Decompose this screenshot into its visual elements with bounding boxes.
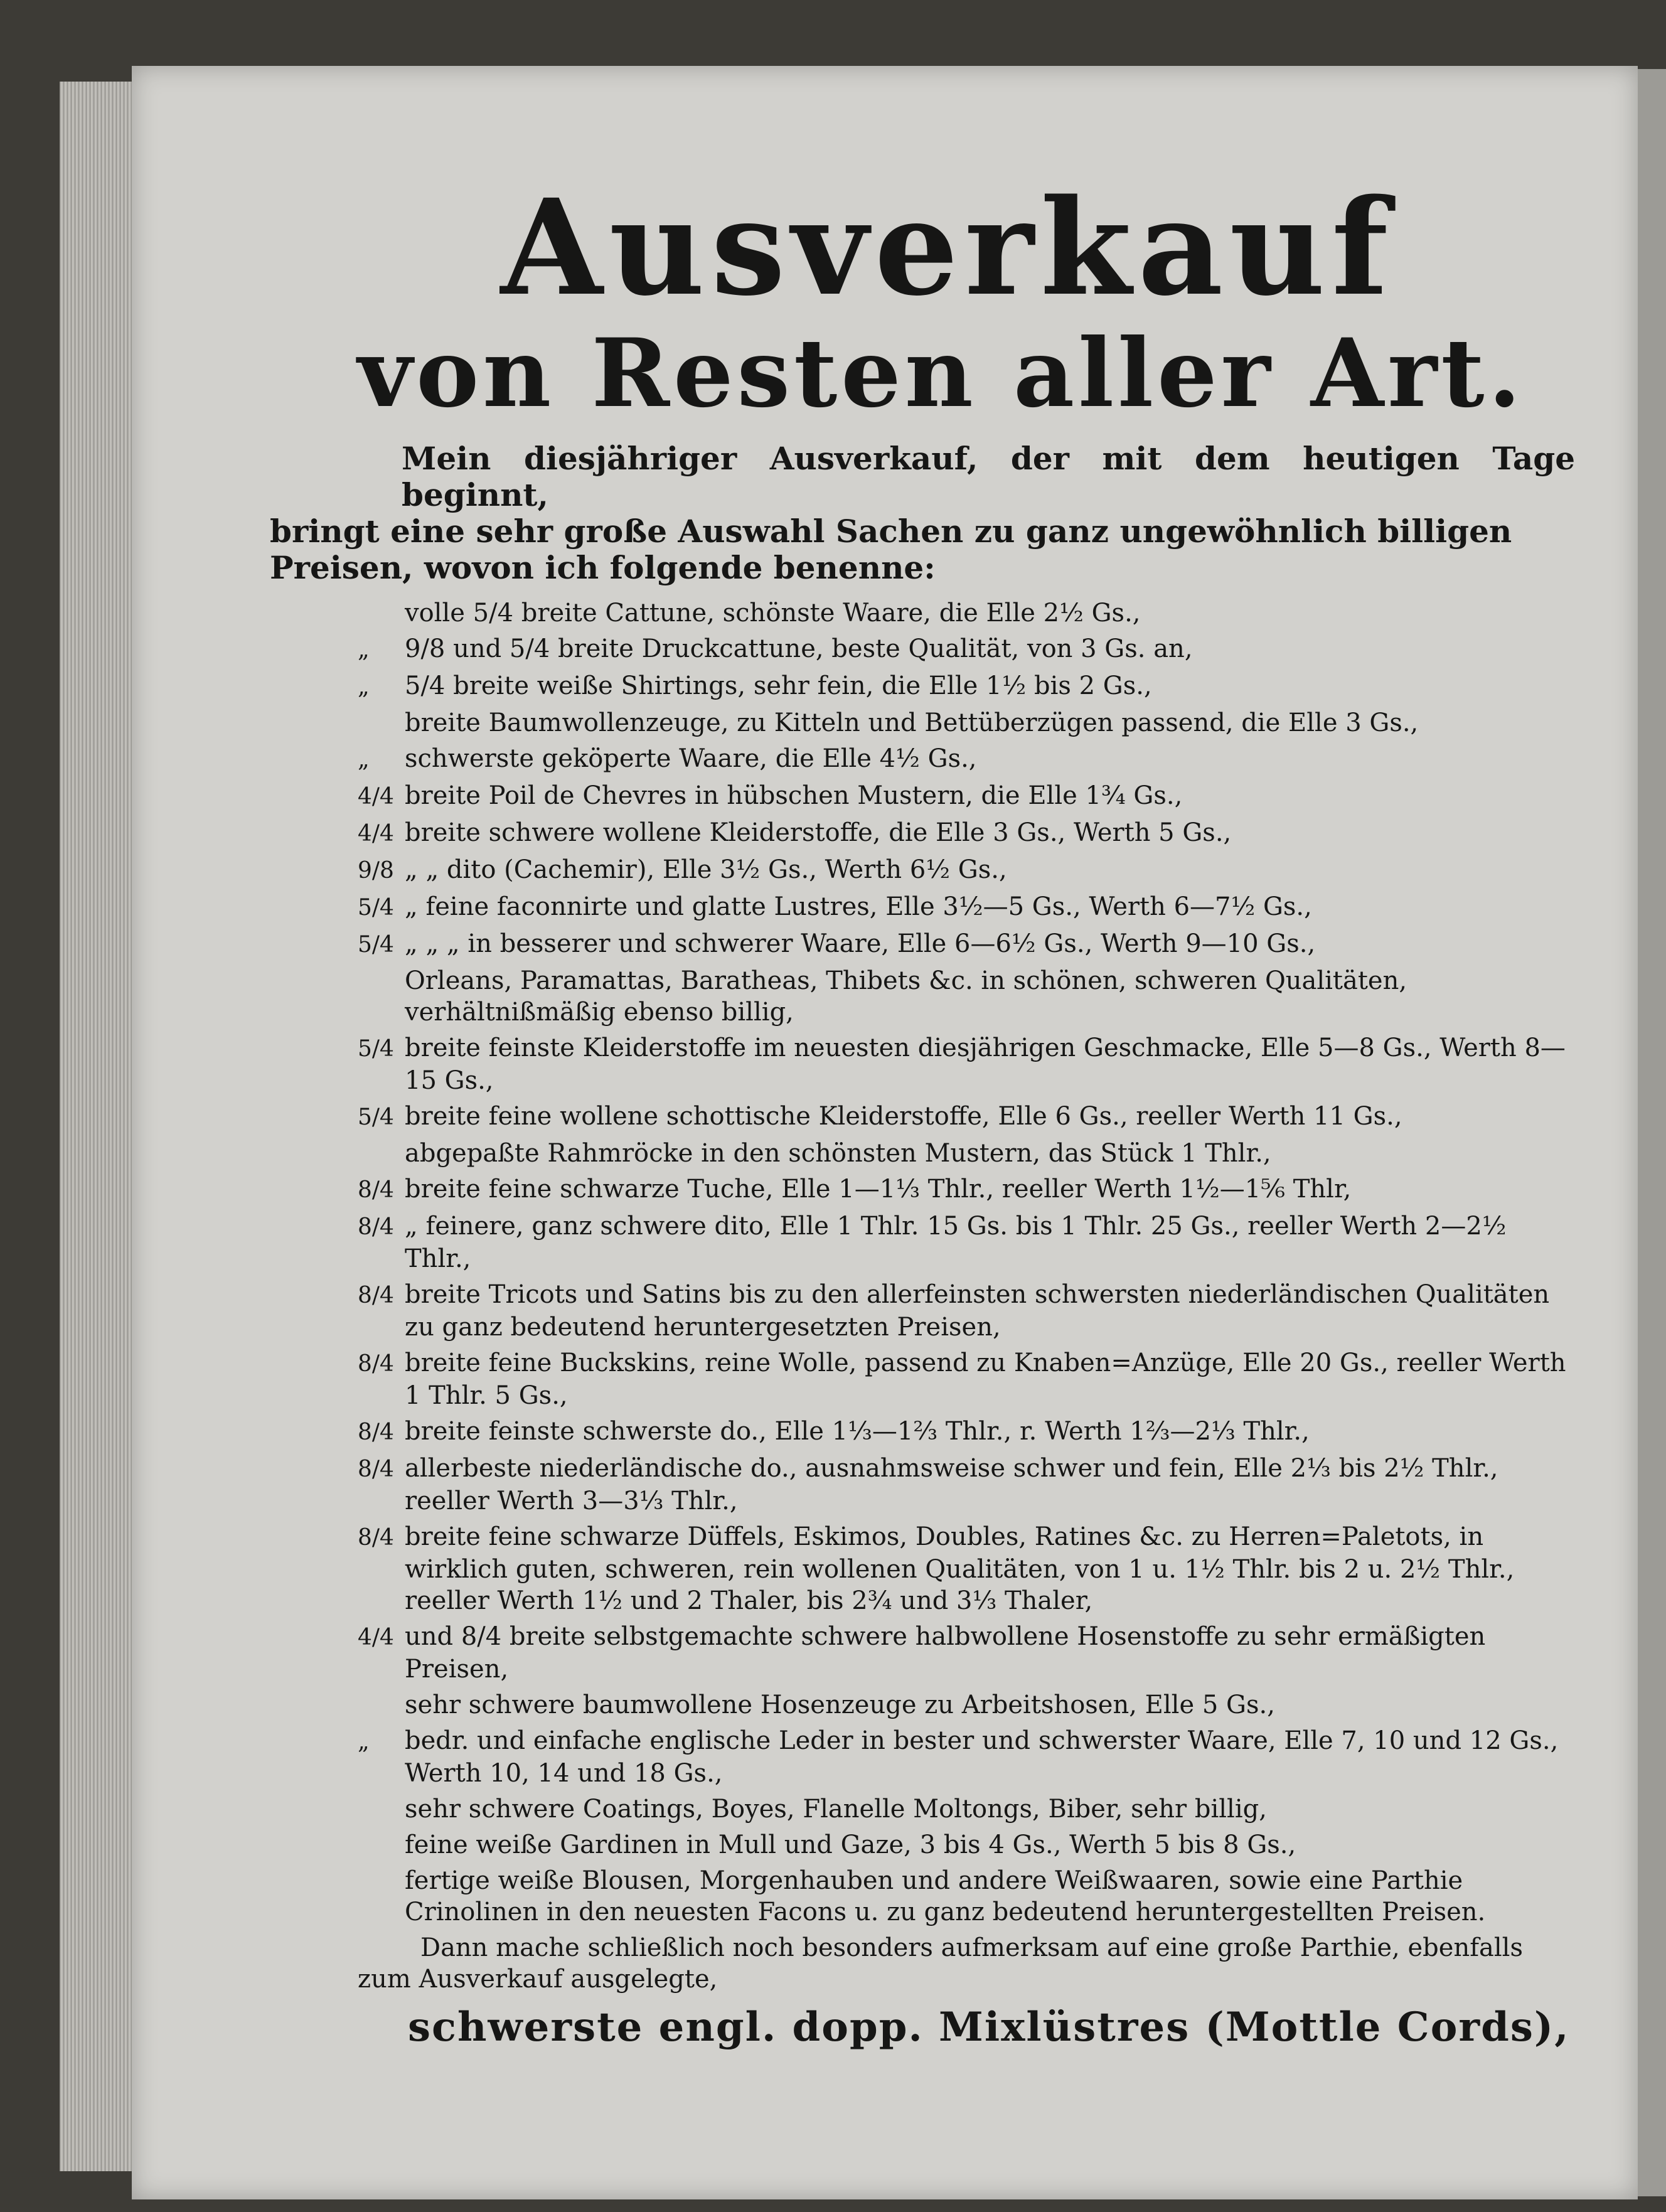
intro-line: Mein diesjähriger Ausverkauf, der mit dem heutigen Tage beginnt,	[402, 440, 1575, 513]
list-item	[270, 1138, 1575, 1169]
list-item	[270, 854, 1575, 887]
list-item	[270, 1173, 1575, 1206]
item-width-prefix: „	[358, 1729, 370, 1755]
item-text: bedr. und einfache englische Leder in bester und schwerster Waare, Elle 7, 10 und 12 Gs., Werth 10, 14 und 18 Gs.,	[405, 1726, 1559, 1788]
item-text: schwerste geköperte Waare, die Elle 4½ Gs.,	[405, 744, 977, 773]
list-item	[270, 928, 1575, 961]
item-width-prefix: 4/4	[358, 784, 394, 809]
item-text: und 8/4 breite selbstgemachte schwere halbwollene Hosenstoffe zu sehr ermäßigten Preisen,	[405, 1622, 1486, 1684]
item-width-prefix: 9/8	[358, 858, 394, 884]
list-item	[270, 1521, 1575, 1616]
list-item	[270, 633, 1575, 666]
item-width-prefix: „	[358, 747, 370, 772]
item-width-prefix: 8/4	[358, 1419, 394, 1445]
item-text: 9/8 und 5/4 breite Druckcattune, beste Qualität, von 3 Gs. an,	[405, 634, 1193, 663]
list-item	[270, 1032, 1575, 1096]
item-text: breite feine schwarze Düffels, Eskimos, Doubles, Ratines &c. zu Herren=Paletots, in wirklich guten, schweren, rein wollenen Qualitäten, von 1 u. 1½ Thlr. bis 2 u. 2½ Thlr., reeller Werth 1½ und 2 Thaler, bis 2¾ und 3⅓ Thaler,	[405, 1522, 1515, 1615]
item-text: breite Baumwollenzeuge, zu Kitteln und Bettüberzügen passend, die Elle 3 Gs.,	[405, 708, 1419, 737]
headline: Ausverkauf	[500, 170, 1395, 325]
item-width-prefix: 5/4	[358, 932, 394, 958]
item-text: „ „ „ in besserer und schwerer Waare, Elle 6—6½ Gs., Werth 9—10 Gs.,	[405, 929, 1316, 958]
list-item	[270, 743, 1575, 776]
item-text: „ „ dito (Cachemir), Elle 3½ Gs., Werth 6½ Gs.,	[405, 855, 1007, 884]
intro-paragraph	[270, 441, 1575, 586]
item-text: breite feine wollene schottische Kleiderstoffe, Elle 6 Gs., reeller Werth 11 Gs.,	[405, 1102, 1402, 1131]
list-item	[270, 1416, 1575, 1448]
item-width-prefix: 5/4	[358, 1104, 394, 1130]
item-text: breite schwere wollene Kleiderstoffe, die Elle 3 Gs., Werth 5 Gs.,	[405, 818, 1232, 847]
intro-line: Preisen, wovon ich folgende benenne:	[270, 549, 936, 586]
item-text: abgepaßte Rahmröcke in den schönsten Mustern, das Stück 1 Thlr.,	[405, 1139, 1271, 1168]
item-width-prefix: „	[358, 674, 370, 700]
item-text: Orleans, Paramattas, Baratheas, Thibets &c. in schönen, schweren Qualitäten, verhältnißmäßig ebenso billig,	[405, 966, 1407, 1027]
final-headline: schwerste engl. dopp. Mixlüstres (Mottle Cords),	[408, 2004, 1570, 2051]
item-text: allerbeste niederländische do., ausnahmsweise schwer und fein, Elle 2⅓ bis 2½ Thlr., reeller Werth 3—3⅓ Thlr.,	[405, 1454, 1498, 1515]
item-text: 5/4 breite weiße Shirtings, sehr fein, die Elle 1½ bis 2 Gs.,	[405, 671, 1152, 700]
list-item	[270, 891, 1575, 924]
list-item	[270, 1865, 1575, 1928]
item-width-prefix: 8/4	[358, 1456, 394, 1482]
item-list	[270, 597, 1575, 1928]
item-text: breite feine Buckskins, reine Wolle, passend zu Knaben=Anzüge, Elle 20 Gs., reeller Werth 1 Thlr. 5 Gs.,	[405, 1349, 1566, 1410]
item-width-prefix: 8/4	[358, 1283, 394, 1308]
item-text: breite Tricots und Satins bis zu den allerfeinsten schwersten niederländischen Qualitäten zu ganz bedeutend heruntergesetzten Preisen,	[405, 1280, 1550, 1342]
list-item	[270, 1793, 1575, 1825]
item-width-prefix: 4/4	[358, 1625, 394, 1650]
list-item	[270, 1101, 1575, 1133]
list-item	[270, 1347, 1575, 1411]
item-text: breite Poil de Chevres in hübschen Mustern, die Elle 1¾ Gs.,	[405, 781, 1183, 810]
advertisement	[270, 170, 1575, 2053]
list-item	[270, 1210, 1575, 1274]
list-item	[270, 1453, 1575, 1517]
item-width-prefix: 8/4	[358, 1525, 394, 1551]
item-width-prefix: 5/4	[358, 895, 394, 921]
book-page-edges	[60, 82, 137, 2171]
item-width-prefix: 8/4	[358, 1214, 394, 1240]
item-text: breite feinste schwerste do., Elle 1⅓—1⅔ Thlr., r. Werth 1⅔—2⅓ Thlr.,	[405, 1417, 1310, 1446]
item-text: breite feinste Kleiderstoffe im neuesten diesjährigen Geschmacke, Elle 5—8 Gs., Werth 8—15 Gs.,	[405, 1034, 1566, 1095]
list-item	[270, 780, 1575, 813]
closing-paragraph: Dann mache schließlich noch besonders aufmerksam auf eine große Parthie, ebenfalls zum Ausverkauf ausgelegte,	[358, 1933, 1523, 1994]
list-item	[270, 965, 1575, 1028]
list-item	[270, 1689, 1575, 1721]
item-width-prefix: 8/4	[358, 1351, 394, 1377]
item-text: „ feinere, ganz schwere dito, Elle 1 Thlr. 15 Gs. bis 1 Thlr. 25 Gs., reeller Werth 2—2½ Thlr.,	[405, 1212, 1507, 1273]
item-text: sehr schwere Coatings, Boyes, Flanelle Moltongs, Biber, sehr billig,	[405, 1795, 1267, 1824]
item-text: feine weiße Gardinen in Mull und Gaze, 3 bis 4 Gs., Werth 5 bis 8 Gs.,	[405, 1830, 1296, 1859]
item-width-prefix: „	[358, 637, 370, 663]
item-text: „ feine faconnirte und glatte Lustres, Elle 3½—5 Gs., Werth 6—7½ Gs.,	[405, 892, 1312, 921]
list-item	[270, 707, 1575, 739]
item-width-prefix: 8/4	[358, 1177, 394, 1203]
item-text: breite feine schwarze Tuche, Elle 1—1⅓ Thlr., reeller Werth 1½—1⅚ Thlr,	[405, 1175, 1352, 1204]
list-item	[270, 1829, 1575, 1861]
list-item	[270, 1279, 1575, 1343]
item-width-prefix: 5/4	[358, 1036, 394, 1062]
item-text: volle 5/4 breite Cattune, schönste Waare, die Elle 2½ Gs.,	[405, 599, 1141, 628]
list-item	[270, 817, 1575, 850]
item-text: fertige weiße Blousen, Morgenhauben und andere Weißwaaren, sowie eine Parthie Crinolinen in den neuesten Facons u. zu ganz bedeutend heruntergestellten Preisen.	[405, 1866, 1486, 1926]
adjacent-page-edge	[1638, 69, 1666, 2196]
list-item	[270, 1621, 1575, 1685]
intro-line: bringt eine sehr große Auswahl Sachen zu ganz ungewöhnlich billigen	[270, 513, 1512, 550]
item-text: sehr schwere baumwollene Hosenzeuge zu Arbeitshosen, Elle 5 Gs.,	[405, 1691, 1275, 1719]
subheadline: von Resten aller Art.	[358, 318, 1525, 429]
list-item	[270, 1725, 1575, 1789]
list-item	[270, 670, 1575, 703]
item-width-prefix: 4/4	[358, 821, 394, 847]
list-item	[270, 597, 1575, 629]
